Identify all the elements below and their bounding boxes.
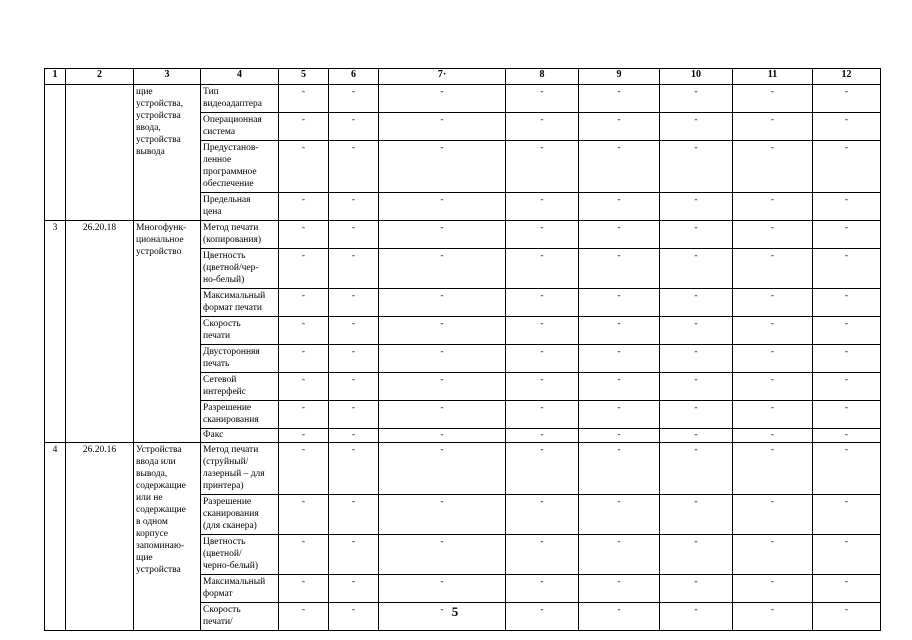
- value-cell: -: [506, 345, 579, 373]
- characteristic-cell: [201, 535, 279, 575]
- okpd-code-cell-text: 26.20.18: [82, 223, 117, 233]
- value-cell: -: [733, 141, 813, 193]
- characteristic-cell: [201, 345, 279, 373]
- characteristic-cell: [201, 113, 279, 141]
- value-cell: -: [379, 317, 506, 345]
- characteristic-cell: [201, 429, 279, 443]
- characteristic-text: Метод печати (струйный/ лазерный – для принтера): [203, 445, 265, 491]
- value-cell: -: [329, 193, 379, 221]
- item-name-cell-text: щие устройства, устройства ввода, устройства вывода: [136, 87, 184, 157]
- value-cell: -: [813, 495, 881, 535]
- item-name-cell: [134, 443, 201, 631]
- table-body: [45, 85, 881, 631]
- value-cell: -: [506, 221, 579, 249]
- value-cell: -: [329, 401, 379, 429]
- value-cell: -: [813, 603, 881, 631]
- value-cell: -: [660, 443, 733, 495]
- value-cell: -: [733, 249, 813, 289]
- value-cell: -: [660, 221, 733, 249]
- value-cell: -: [579, 429, 660, 443]
- value-cell: -: [660, 401, 733, 429]
- value-cell: -: [329, 575, 379, 603]
- characteristic-cell: [201, 289, 279, 317]
- value-cell: -: [579, 401, 660, 429]
- value-cell: -: [379, 575, 506, 603]
- value-cell: -: [379, 221, 506, 249]
- value-cell: -: [379, 603, 506, 631]
- value-cell: -: [506, 85, 579, 113]
- value-cell: -: [329, 373, 379, 401]
- value-cell: -: [379, 535, 506, 575]
- value-cell: -: [660, 141, 733, 193]
- value-cell: -: [660, 345, 733, 373]
- value-cell: -: [579, 443, 660, 495]
- value-cell: -: [279, 289, 329, 317]
- value-cell: -: [660, 373, 733, 401]
- value-cell: -: [506, 317, 579, 345]
- characteristic-text: Операционная система: [203, 115, 262, 137]
- characteristic-cell: [201, 141, 279, 193]
- value-cell: -: [506, 249, 579, 289]
- value-cell: -: [279, 575, 329, 603]
- value-cell: -: [506, 443, 579, 495]
- value-cell: -: [506, 373, 579, 401]
- value-cell: -: [579, 113, 660, 141]
- value-cell: -: [733, 535, 813, 575]
- value-cell: -: [279, 221, 329, 249]
- characteristic-text: Метод печати (копирования): [203, 223, 261, 245]
- header-cell: 6: [329, 69, 379, 85]
- value-cell: -: [579, 193, 660, 221]
- value-cell: -: [579, 141, 660, 193]
- value-cell: -: [733, 495, 813, 535]
- value-cell: -: [733, 85, 813, 113]
- value-cell: -: [506, 603, 579, 631]
- okpd-code-cell-text: 26.20.16: [82, 445, 117, 455]
- value-cell: -: [329, 141, 379, 193]
- value-cell: -: [733, 429, 813, 443]
- okpd-code-cell: [66, 443, 134, 631]
- value-cell: -: [813, 373, 881, 401]
- value-cell: -: [813, 113, 881, 141]
- value-cell: -: [733, 603, 813, 631]
- value-cell: -: [733, 345, 813, 373]
- value-cell: -: [506, 535, 579, 575]
- characteristic-cell: [201, 249, 279, 289]
- value-cell: -: [660, 495, 733, 535]
- characteristic-cell: [201, 401, 279, 429]
- value-cell: -: [279, 141, 329, 193]
- characteristic-text: Предустанов- ленное программное обеспечение: [203, 143, 259, 189]
- characteristic-cell: [201, 495, 279, 535]
- value-cell: -: [733, 113, 813, 141]
- value-cell: -: [329, 317, 379, 345]
- value-cell: -: [813, 401, 881, 429]
- table-row: [45, 85, 881, 113]
- characteristic-cell: [201, 575, 279, 603]
- value-cell: -: [579, 249, 660, 289]
- value-cell: -: [813, 575, 881, 603]
- value-cell: -: [379, 443, 506, 495]
- value-cell: -: [329, 535, 379, 575]
- row-number-cell: [45, 85, 66, 221]
- value-cell: -: [733, 575, 813, 603]
- value-cell: -: [279, 317, 329, 345]
- header-cell: 10: [660, 69, 733, 85]
- value-cell: -: [379, 429, 506, 443]
- value-cell: -: [379, 401, 506, 429]
- table-row: [45, 221, 881, 249]
- value-cell: -: [733, 317, 813, 345]
- value-cell: -: [506, 113, 579, 141]
- value-cell: -: [660, 193, 733, 221]
- value-cell: -: [733, 401, 813, 429]
- specification-table: [44, 68, 881, 631]
- value-cell: -: [329, 345, 379, 373]
- value-cell: -: [660, 429, 733, 443]
- value-cell: -: [279, 193, 329, 221]
- value-cell: -: [813, 535, 881, 575]
- characteristic-cell: [201, 317, 279, 345]
- characteristic-text: Цветность (цветной/ черно-белый): [203, 537, 259, 571]
- characteristic-text: Максимальный формат: [203, 577, 266, 599]
- item-name-cell-text: Устройства ввода или вывода, содержащие или не содержащие в одном корпусе запоминаю- щие устройства: [136, 445, 186, 575]
- value-cell: -: [279, 603, 329, 631]
- value-cell: -: [329, 495, 379, 535]
- value-cell: -: [279, 249, 329, 289]
- characteristic-text: Максимальный формат печати: [203, 291, 266, 313]
- value-cell: -: [379, 193, 506, 221]
- row-number-cell-text: 3: [52, 223, 58, 233]
- value-cell: -: [279, 113, 329, 141]
- characteristic-text: Разрешение сканирования (для сканера): [203, 497, 259, 531]
- page-number: 5: [451, 604, 459, 619]
- value-cell: -: [279, 495, 329, 535]
- value-cell: -: [813, 85, 881, 113]
- value-cell: -: [813, 429, 881, 443]
- value-cell: -: [579, 289, 660, 317]
- value-cell: -: [329, 289, 379, 317]
- header-cell: 3: [134, 69, 201, 85]
- value-cell: -: [506, 289, 579, 317]
- value-cell: -: [660, 113, 733, 141]
- value-cell: -: [660, 249, 733, 289]
- characteristic-cell: [201, 603, 279, 631]
- value-cell: -: [279, 85, 329, 113]
- value-cell: -: [329, 443, 379, 495]
- row-number-cell-text: 4: [52, 445, 58, 455]
- value-cell: -: [813, 193, 881, 221]
- characteristic-text: Двусторонняя печать: [203, 347, 260, 369]
- value-cell: -: [379, 85, 506, 113]
- table-row: [45, 443, 881, 495]
- value-cell: -: [813, 345, 881, 373]
- characteristic-text: Скорость печати/: [203, 605, 241, 627]
- header-cell: 7·: [379, 69, 506, 85]
- value-cell: -: [733, 373, 813, 401]
- characteristic-text: Факс: [203, 430, 224, 440]
- value-cell: -: [329, 429, 379, 443]
- value-cell: -: [660, 535, 733, 575]
- characteristic-cell: [201, 85, 279, 113]
- row-number-cell: [45, 221, 66, 443]
- item-name-cell-text: Многофунк- циональное устройство: [136, 223, 187, 257]
- value-cell: -: [506, 141, 579, 193]
- characteristic-text: Цветность (цветной/чер- но-белый): [203, 251, 259, 285]
- item-name-cell: [134, 85, 201, 221]
- value-cell: -: [506, 193, 579, 221]
- value-cell: -: [379, 113, 506, 141]
- value-cell: -: [813, 443, 881, 495]
- value-cell: -: [579, 495, 660, 535]
- characteristic-text: Разрешение сканирования: [203, 403, 259, 425]
- value-cell: -: [813, 249, 881, 289]
- value-cell: -: [660, 289, 733, 317]
- value-cell: -: [579, 221, 660, 249]
- value-cell: -: [329, 221, 379, 249]
- value-cell: -: [579, 575, 660, 603]
- value-cell: -: [279, 443, 329, 495]
- value-cell: -: [579, 345, 660, 373]
- value-cell: -: [660, 317, 733, 345]
- value-cell: -: [379, 249, 506, 289]
- value-cell: -: [579, 603, 660, 631]
- header-row: [45, 69, 881, 85]
- value-cell: -: [579, 85, 660, 113]
- value-cell: -: [506, 429, 579, 443]
- item-name-cell: [134, 221, 201, 443]
- header-cell: 2: [66, 69, 134, 85]
- value-cell: -: [329, 249, 379, 289]
- header-cell: 12: [813, 69, 881, 85]
- value-cell: -: [379, 141, 506, 193]
- value-cell: -: [506, 401, 579, 429]
- value-cell: -: [279, 535, 329, 575]
- okpd-code-cell: [66, 85, 134, 221]
- value-cell: -: [329, 603, 379, 631]
- value-cell: -: [279, 345, 329, 373]
- characteristic-text: Сетевой интерфейс: [203, 375, 246, 397]
- value-cell: -: [813, 141, 881, 193]
- header-cell: 11: [733, 69, 813, 85]
- okpd-code-cell: [66, 221, 134, 443]
- header-cell: 5: [279, 69, 329, 85]
- value-cell: -: [660, 85, 733, 113]
- value-cell: -: [379, 289, 506, 317]
- value-cell: -: [579, 535, 660, 575]
- value-cell: -: [279, 401, 329, 429]
- characteristic-cell: [201, 443, 279, 495]
- header-cell: 8: [506, 69, 579, 85]
- value-cell: -: [813, 289, 881, 317]
- header-cell: 4: [201, 69, 279, 85]
- value-cell: -: [733, 193, 813, 221]
- characteristic-text: Тип видеоадаптера: [203, 87, 262, 109]
- value-cell: -: [813, 317, 881, 345]
- characteristic-text: Скорость печати: [203, 319, 241, 341]
- value-cell: -: [379, 495, 506, 535]
- value-cell: -: [813, 221, 881, 249]
- value-cell: -: [329, 85, 379, 113]
- characteristic-cell: [201, 193, 279, 221]
- value-cell: -: [279, 373, 329, 401]
- value-cell: -: [506, 575, 579, 603]
- header-cell: 1: [45, 69, 66, 85]
- value-cell: -: [279, 429, 329, 443]
- value-cell: -: [379, 373, 506, 401]
- value-cell: -: [329, 113, 379, 141]
- value-cell: -: [733, 221, 813, 249]
- value-cell: -: [660, 575, 733, 603]
- header-cell: 9: [579, 69, 660, 85]
- value-cell: -: [733, 443, 813, 495]
- value-cell: -: [579, 317, 660, 345]
- characteristic-cell: [201, 221, 279, 249]
- value-cell: -: [733, 289, 813, 317]
- value-cell: -: [379, 345, 506, 373]
- value-cell: -: [660, 603, 733, 631]
- characteristic-cell: [201, 373, 279, 401]
- characteristic-text: Предельная цена: [203, 195, 251, 217]
- value-cell: -: [506, 495, 579, 535]
- value-cell: -: [579, 373, 660, 401]
- row-number-cell: [45, 443, 66, 631]
